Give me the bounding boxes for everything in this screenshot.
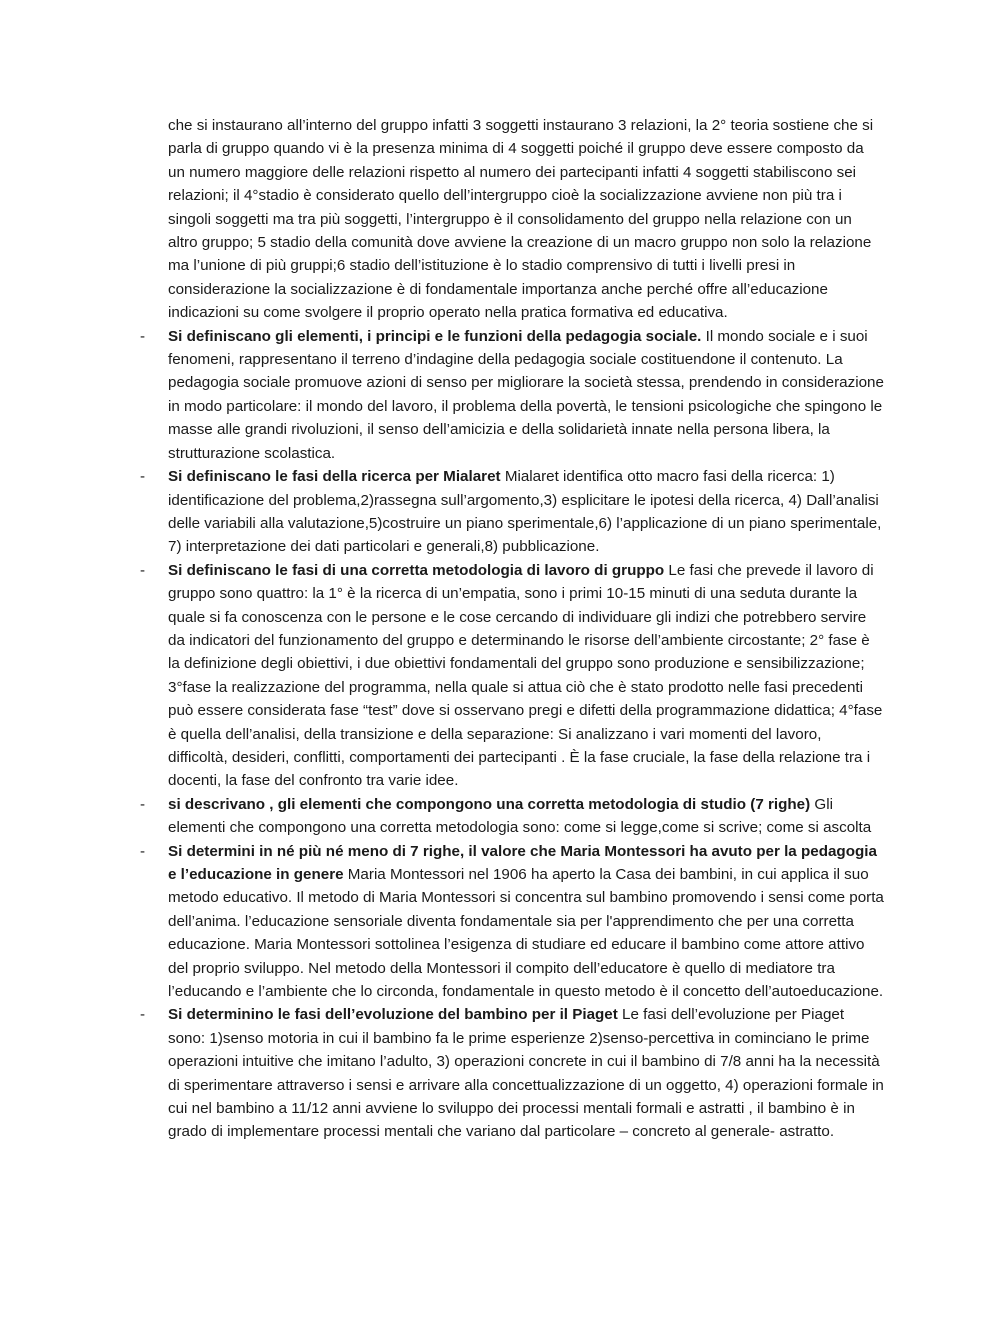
list-item [140, 325, 884, 465]
list-item [140, 840, 884, 1004]
list-item [140, 465, 884, 559]
list-item [140, 793, 884, 840]
question-text: si descrivano , gli elementi che compongono una corretta metodologia di studio (7 righe) [168, 795, 811, 813]
question-text: Si determinino le fasi dell’evoluzione del bambino per il Piaget [168, 1006, 618, 1024]
list-dash: - [140, 468, 146, 486]
answer-text: Gli elementi che compongono una corretta metodologia sono: come si legge,come si scrive; come si ascolta [168, 795, 872, 837]
question-text: Si determini in né più né meno di 7 righe, il valore che Maria Montessori ha avuto per la pedagogia e l’educazione in genere [168, 842, 877, 883]
answer-text: Le fasi dell’evoluzione per Piaget sono: 1)senso motoria in cui il bambino fa le prime esperienze 2)senso-percettiva in cominciano le prime operazioni intuitive che imitano l’adulto, 3) operazioni concrete in cui il bambino di 7/8 anni ha la necessità di sperimentare attraverso i sensi e arrivare alla concettualizzazione di un oggetto, 4) operazioni formale in cui nel bambino a 11/12 anni avviene lo sviluppo dei processi mentali formali e astratti , il bambino è in grado di implementare processi mentali che variano dal particolare – concreto al generale- astratto. [168, 1006, 884, 1141]
list-dash: - [140, 1006, 146, 1024]
intro-paragraph: che si instaurano all’interno del gruppo infatti 3 soggetti instaurano 3 relazioni, la 2° teoria sostiene che si parla di gruppo quando vi è la presenza minima di 4 soggetti poiché il gruppo deve essere composto da un numero maggiore delle relazioni rispetto al numero dei partecipanti infatti 4 soggetti stabiliscono sei relazioni; il 4°stadio è considerato quello dell’intergruppo cioè la socializzazione avviene non più tra i singoli soggetti ma tra più soggetti, l’intergruppo è il consolidamento del gruppo nella relazione con un altro gruppo; 5 stadio della comunità dove avviene la creazione di un macro gruppo non solo la relazione ma l’unione di più gruppi;6 stadio dell’istituzione è lo stadio comprensivo di tutti i livelli presi in considerazione la socializzazione è di fondamentale importanza anche perché offre all’educazione indicazioni su come svolgere il proprio operato nella pratica formativa ed educativa. [168, 117, 874, 322]
list-dash: - [140, 561, 146, 579]
answer-text: Le fasi che prevede il lavoro di gruppo sono quattro: la 1° è la ricerca di un’empatia, sono i primi 10-15 minuti di una seduta durante la quale si fa conoscenza con le persone e le cose cercando di individuare gli indizi che potrebbero servire da indicatori del funzionamento del gruppo e determinando le risorse dell’ambiente circostante; 2° fase è la definizione degli obiettivi, i due obiettivi fondamentali del gruppo sono produzione e sensibilizzazione; 3°fase la realizzazione del programma, nella quale si attua ciò che è stato prodotto nelle fasi precedenti può essere considerata fase “test” dove si osservano pregi e difetti della programmazione didattica; 4°fase è quella dell’analisi, della transizione e della separazione: Si analizzano i vari momenti del lavoro, difficoltà, desideri, conflitti, comportamenti dei partecipanti . È la fase cruciale, la fase della relazione tra i docenti, la fase del confronto tra varie idee. [168, 561, 883, 790]
answer-text: Mialaret identifica otto macro fasi della ricerca: 1) identificazione del problema,2)rassegna sull’argomento,3) esplicitare le ipotesi della ricerca, 4) Dall’analisi delle variabili alla valutazione,5)costruire un piano sperimentale,6) l’applicazione di un piano sperimentale, 7) interpretazione dei dati particolari e generali,8) pubblicazione. [168, 468, 882, 556]
list-dash: - [140, 327, 146, 345]
document-body [140, 114, 884, 1144]
question-text: Si definiscano gli elementi, i principi e le funzioni della pedagogia sociale. [168, 327, 702, 345]
list-item [140, 1003, 884, 1143]
list-dash: - [140, 795, 146, 813]
list-dash: - [140, 842, 146, 860]
question-text: Si definiscano le fasi della ricerca per Mialaret [168, 468, 501, 486]
list-item [140, 559, 884, 793]
answer-text: Maria Montessori nel 1906 ha aperto la Casa dei bambini, in cui applica il suo metodo educativo. Il metodo di Maria Montessori si concentra sul bambino promovendo i sensi come porta dell’anima. l’educazione sensoriale diventa fondamentale sia per l'apprendimento che per una corretta educazione. Maria Montessori sottolinea l’esigenza di studiare ed educare il bambino come attore attivo del proprio sviluppo. Nel metodo della Montessori il compito dell’educatore è quello di mediatore tra l’educando e l’ambiente che lo circonda, fondamentale in questo metodo è il concetto dell’autoeducazione. [168, 866, 884, 1001]
answer-text: Il mondo sociale e i suoi fenomeni, rappresentano il terreno d’indagine della pedagogia sociale costituendone il contenuto. La pedagogia sociale promuove azioni di senso per migliorare la società stessa, prendendo in considerazione in modo particolare: il mondo del lavoro, il problema della povertà, le tensioni psicologiche che spingono le masse alle grandi rivoluzioni, il senso dell’amicizia e della solidarietà innate nella persona libera, la strutturazione scolastica. [168, 327, 884, 462]
question-list [140, 325, 884, 1144]
question-text: Si definiscano le fasi di una corretta metodologia di lavoro di gruppo [168, 561, 665, 579]
